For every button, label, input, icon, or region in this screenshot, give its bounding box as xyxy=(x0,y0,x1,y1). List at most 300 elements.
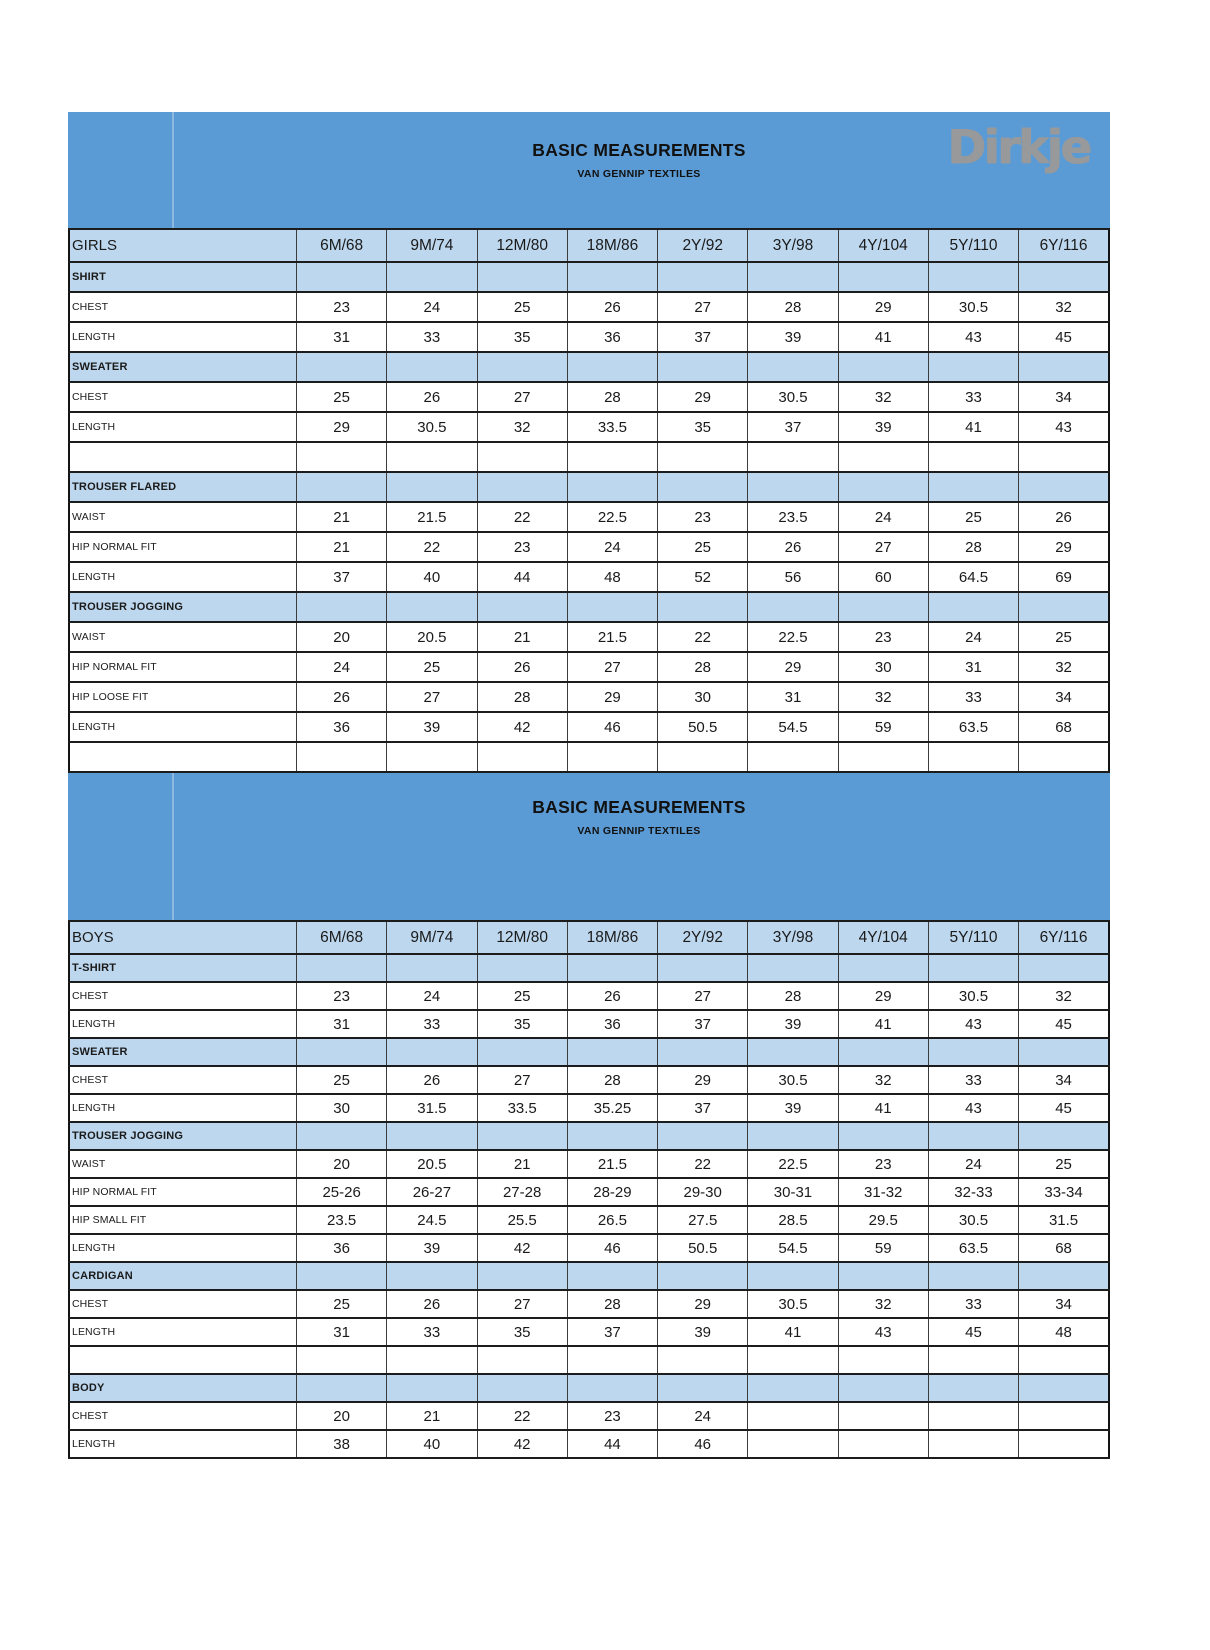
measurement-cell: 29 xyxy=(748,652,838,682)
measurement-cell: 29 xyxy=(658,1290,748,1318)
section-label: T-SHIRT xyxy=(69,954,297,982)
measurement-cell: 68 xyxy=(1019,712,1109,742)
measurement-cell: 25 xyxy=(387,652,477,682)
measurement-row xyxy=(69,622,1109,652)
section-cell xyxy=(1019,352,1109,382)
measurement-cell: 27 xyxy=(477,382,567,412)
measurement-cell: 43 xyxy=(928,1010,1018,1038)
section-cell xyxy=(748,1262,838,1290)
row-label: LENGTH xyxy=(69,1318,297,1346)
empty-cell xyxy=(69,442,297,472)
measurement-cell: 44 xyxy=(567,1430,657,1458)
measurement-cell: 41 xyxy=(748,1318,838,1346)
measurement-cell: 27 xyxy=(567,652,657,682)
row-label: CHEST xyxy=(69,1066,297,1094)
measurement-cell: 27 xyxy=(838,532,928,562)
measurement-cell: 64.5 xyxy=(928,562,1018,592)
section-row xyxy=(69,262,1109,292)
measurement-cell: 30.5 xyxy=(748,1066,838,1094)
measurement-cell: 28 xyxy=(567,1066,657,1094)
measurement-cell: 32 xyxy=(838,1066,928,1094)
section-cell xyxy=(387,352,477,382)
row-label: LENGTH xyxy=(69,1234,297,1262)
measurement-cell: 59 xyxy=(838,1234,928,1262)
measurement-row xyxy=(69,1290,1109,1318)
section-cell xyxy=(658,352,748,382)
measurement-cell: 25 xyxy=(658,532,748,562)
section-cell xyxy=(1019,262,1109,292)
size-column-header: 5Y/110 xyxy=(928,921,1018,954)
measurement-cell: 21.5 xyxy=(567,622,657,652)
boys-size-table xyxy=(68,920,1110,1459)
empty-cell xyxy=(658,442,748,472)
measurement-cell: 46 xyxy=(567,1234,657,1262)
section-cell xyxy=(838,352,928,382)
empty-cell xyxy=(838,1346,928,1374)
measurement-cell: 42 xyxy=(477,712,567,742)
section-row xyxy=(69,1122,1109,1150)
measurement-cell: 43 xyxy=(928,1094,1018,1122)
measurement-cell: 20.5 xyxy=(387,1150,477,1178)
measurement-cell: 39 xyxy=(387,712,477,742)
row-label: HIP NORMAL FIT xyxy=(69,532,297,562)
row-label: LENGTH xyxy=(69,562,297,592)
measurement-cell: 32 xyxy=(1019,982,1109,1010)
measurement-cell: 27 xyxy=(477,1066,567,1094)
size-column-header: 2Y/92 xyxy=(658,921,748,954)
measurement-cell: 25 xyxy=(1019,1150,1109,1178)
measurement-row xyxy=(69,712,1109,742)
measurement-cell xyxy=(838,1402,928,1430)
section-cell xyxy=(1019,954,1109,982)
measurement-cell: 38 xyxy=(297,1430,387,1458)
measurement-row xyxy=(69,1430,1109,1458)
section-label: TROUSER JOGGING xyxy=(69,592,297,622)
measurement-cell: 46 xyxy=(567,712,657,742)
measurement-cell: 43 xyxy=(838,1318,928,1346)
measurement-cell: 41 xyxy=(928,412,1018,442)
section-cell xyxy=(838,1374,928,1402)
measurement-cell: 33 xyxy=(928,382,1018,412)
measurement-cell: 22.5 xyxy=(748,1150,838,1178)
banner-subtitle: VAN GENNIP TEXTILES xyxy=(577,168,701,180)
size-column-header: 3Y/98 xyxy=(748,921,838,954)
measurement-cell: 23 xyxy=(567,1402,657,1430)
measurement-cell: 29.5 xyxy=(838,1206,928,1234)
measurement-cell: 25 xyxy=(297,382,387,412)
section-row xyxy=(69,352,1109,382)
measurement-cell: 24 xyxy=(387,292,477,322)
section-cell xyxy=(658,1038,748,1066)
section-cell xyxy=(658,954,748,982)
measurement-cell: 45 xyxy=(1019,1094,1109,1122)
row-label: CHEST xyxy=(69,1402,297,1430)
empty-cell xyxy=(477,742,567,772)
section-cell xyxy=(567,592,657,622)
empty-cell xyxy=(928,442,1018,472)
section-cell xyxy=(1019,1038,1109,1066)
section-label: TROUSER FLARED xyxy=(69,472,297,502)
measurement-cell: 26 xyxy=(387,1290,477,1318)
measurement-cell: 60 xyxy=(838,562,928,592)
empty-cell xyxy=(748,442,838,472)
section-cell xyxy=(297,262,387,292)
measurement-cell: 26 xyxy=(477,652,567,682)
measurement-cell: 37 xyxy=(297,562,387,592)
section-cell xyxy=(387,954,477,982)
size-column-header: 3Y/98 xyxy=(748,229,838,262)
sheet-content xyxy=(68,112,1110,1459)
measurement-cell: 40 xyxy=(387,562,477,592)
measurement-cell: 21.5 xyxy=(567,1150,657,1178)
empty-cell xyxy=(567,442,657,472)
measurement-row xyxy=(69,1402,1109,1430)
size-column-header: 6M/68 xyxy=(297,229,387,262)
measurement-cell: 27 xyxy=(658,292,748,322)
girls-size-table xyxy=(68,228,1110,773)
measurement-cell: 22.5 xyxy=(567,502,657,532)
measurement-cell: 26 xyxy=(567,982,657,1010)
empty-cell xyxy=(838,442,928,472)
section-cell xyxy=(567,954,657,982)
measurement-cell: 25 xyxy=(928,502,1018,532)
empty-cell xyxy=(1019,1346,1109,1374)
measurement-cell: 31 xyxy=(748,682,838,712)
size-column-header: 18M/86 xyxy=(567,921,657,954)
section-cell xyxy=(477,1122,567,1150)
measurement-cell: 48 xyxy=(567,562,657,592)
measurement-cell: 36 xyxy=(297,712,387,742)
section-cell xyxy=(928,1122,1018,1150)
section-cell xyxy=(297,592,387,622)
section-cell xyxy=(297,1122,387,1150)
empty-cell xyxy=(297,742,387,772)
measurement-cell: 23 xyxy=(297,292,387,322)
empty-cell xyxy=(387,742,477,772)
measurement-cell: 63.5 xyxy=(928,1234,1018,1262)
row-label: CHEST xyxy=(69,382,297,412)
measurement-row xyxy=(69,382,1109,412)
section-label: BODY xyxy=(69,1374,297,1402)
measurement-row xyxy=(69,1318,1109,1346)
measurement-cell: 22 xyxy=(658,622,748,652)
section-cell xyxy=(477,1038,567,1066)
measurement-cell: 31 xyxy=(297,1318,387,1346)
section-cell xyxy=(297,352,387,382)
measurement-cell: 26 xyxy=(387,382,477,412)
section-cell xyxy=(567,352,657,382)
row-label: WAIST xyxy=(69,1150,297,1178)
measurement-cell: 26 xyxy=(387,1066,477,1094)
measurement-cell: 20 xyxy=(297,1150,387,1178)
measurement-cell: 30 xyxy=(658,682,748,712)
row-label: CHEST xyxy=(69,292,297,322)
measurement-cell: 32 xyxy=(1019,292,1109,322)
row-label: LENGTH xyxy=(69,322,297,352)
section-cell xyxy=(838,954,928,982)
measurement-cell: 34 xyxy=(1019,682,1109,712)
section-row xyxy=(69,1038,1109,1066)
measurement-cell: 28-29 xyxy=(567,1178,657,1206)
dirkje-logo: Dirkje xyxy=(947,120,1090,174)
row-label: CHEST xyxy=(69,982,297,1010)
measurement-cell: 54.5 xyxy=(748,1234,838,1262)
measurement-cell: 30.5 xyxy=(928,292,1018,322)
measurement-cell: 39 xyxy=(748,1010,838,1038)
measurement-cell: 34 xyxy=(1019,382,1109,412)
measurement-cell: 37 xyxy=(658,1094,748,1122)
measurement-row xyxy=(69,562,1109,592)
section-cell xyxy=(567,262,657,292)
measurement-cell: 32 xyxy=(838,382,928,412)
section-cell xyxy=(838,1122,928,1150)
section-cell xyxy=(928,592,1018,622)
table-group-label: BOYS xyxy=(69,921,297,954)
measurement-cell: 24 xyxy=(567,532,657,562)
row-label: LENGTH xyxy=(69,1010,297,1038)
size-column-header: 5Y/110 xyxy=(928,229,1018,262)
measurement-cell: 41 xyxy=(838,1010,928,1038)
measurement-cell: 30 xyxy=(297,1094,387,1122)
empty-cell xyxy=(748,1346,838,1374)
size-column-header: 9M/74 xyxy=(387,921,477,954)
measurement-row xyxy=(69,1066,1109,1094)
measurement-cell: 59 xyxy=(838,712,928,742)
empty-cell xyxy=(567,742,657,772)
measurement-row xyxy=(69,682,1109,712)
section-cell xyxy=(387,1122,477,1150)
measurement-cell: 52 xyxy=(658,562,748,592)
measurement-cell: 33.5 xyxy=(477,1094,567,1122)
measurement-cell: 28 xyxy=(477,682,567,712)
section-cell xyxy=(928,1262,1018,1290)
empty-cell xyxy=(838,742,928,772)
size-column-header: 9M/74 xyxy=(387,229,477,262)
measurement-row xyxy=(69,982,1109,1010)
section-cell xyxy=(297,1038,387,1066)
measurement-row xyxy=(69,1206,1109,1234)
measurement-cell: 37 xyxy=(748,412,838,442)
section-cell xyxy=(387,1038,477,1066)
measurement-cell: 22 xyxy=(658,1150,748,1178)
measurement-cell xyxy=(748,1402,838,1430)
measurement-cell: 25 xyxy=(477,982,567,1010)
measurement-cell: 32 xyxy=(477,412,567,442)
measurement-cell: 28 xyxy=(567,1290,657,1318)
measurement-cell: 31-32 xyxy=(838,1178,928,1206)
measurement-cell: 41 xyxy=(838,322,928,352)
size-column-header: 6Y/116 xyxy=(1019,229,1109,262)
measurement-cell: 29 xyxy=(658,382,748,412)
measurement-cell: 28 xyxy=(567,382,657,412)
measurement-cell: 39 xyxy=(838,412,928,442)
section-cell xyxy=(748,592,838,622)
measurement-cell: 33.5 xyxy=(567,412,657,442)
empty-cell xyxy=(297,442,387,472)
section-cell xyxy=(387,1262,477,1290)
empty-cell xyxy=(567,1346,657,1374)
empty-cell xyxy=(658,742,748,772)
row-label: LENGTH xyxy=(69,712,297,742)
measurement-row xyxy=(69,412,1109,442)
measurement-cell: 45 xyxy=(928,1318,1018,1346)
measurement-cell: 28 xyxy=(658,652,748,682)
size-column-header: 6Y/116 xyxy=(1019,921,1109,954)
measurement-cell: 26 xyxy=(1019,502,1109,532)
empty-cell xyxy=(748,742,838,772)
section-cell xyxy=(658,1374,748,1402)
section-cell xyxy=(658,1262,748,1290)
measurement-cell xyxy=(838,1430,928,1458)
measurement-row xyxy=(69,1010,1109,1038)
section-cell xyxy=(838,1262,928,1290)
section-cell xyxy=(477,352,567,382)
size-column-header: 12M/80 xyxy=(477,229,567,262)
measurement-cell: 30 xyxy=(838,652,928,682)
measurement-cell: 33 xyxy=(928,682,1018,712)
measurement-cell: 35.25 xyxy=(567,1094,657,1122)
measurement-cell: 23.5 xyxy=(748,502,838,532)
measurement-cell: 30-31 xyxy=(748,1178,838,1206)
measurement-cell: 24 xyxy=(928,1150,1018,1178)
row-label: LENGTH xyxy=(69,412,297,442)
measurement-cell: 34 xyxy=(1019,1066,1109,1094)
section-row xyxy=(69,1374,1109,1402)
measurement-cell xyxy=(1019,1402,1109,1430)
size-column-header: 2Y/92 xyxy=(658,229,748,262)
measurement-cell: 30.5 xyxy=(928,1206,1018,1234)
spacer-row xyxy=(69,1346,1109,1374)
measurement-cell: 29 xyxy=(838,292,928,322)
section-cell xyxy=(748,262,838,292)
section-cell xyxy=(477,1262,567,1290)
measurement-cell: 25 xyxy=(297,1290,387,1318)
empty-cell xyxy=(297,1346,387,1374)
measurement-cell: 29-30 xyxy=(658,1178,748,1206)
measurement-cell: 23 xyxy=(477,532,567,562)
measurement-cell: 31 xyxy=(928,652,1018,682)
size-column-header: 12M/80 xyxy=(477,921,567,954)
measurement-cell: 50.5 xyxy=(658,1234,748,1262)
section-cell xyxy=(748,1122,838,1150)
section-cell xyxy=(567,1038,657,1066)
measurement-cell: 33 xyxy=(928,1066,1018,1094)
section-row xyxy=(69,1262,1109,1290)
measurement-cell: 26 xyxy=(567,292,657,322)
measurement-cell: 27 xyxy=(477,1290,567,1318)
measurement-cell: 31 xyxy=(297,1010,387,1038)
measurement-cell: 30.5 xyxy=(748,382,838,412)
measurement-row xyxy=(69,322,1109,352)
measurement-cell: 37 xyxy=(658,322,748,352)
measurement-cell: 22 xyxy=(477,502,567,532)
measurement-cell: 42 xyxy=(477,1430,567,1458)
section-label: TROUSER JOGGING xyxy=(69,1122,297,1150)
section-cell xyxy=(387,1374,477,1402)
row-label: HIP NORMAL FIT xyxy=(69,652,297,682)
spacer-row xyxy=(69,442,1109,472)
measurement-cell: 20 xyxy=(297,1402,387,1430)
measurement-cell: 30.5 xyxy=(928,982,1018,1010)
measurement-row xyxy=(69,532,1109,562)
section-label: SWEATER xyxy=(69,352,297,382)
size-column-header: 6M/68 xyxy=(297,921,387,954)
measurement-cell: 45 xyxy=(1019,322,1109,352)
measurement-cell: 29 xyxy=(1019,532,1109,562)
measurement-cell: 32-33 xyxy=(928,1178,1018,1206)
measurement-cell: 23 xyxy=(297,982,387,1010)
measurement-cell: 37 xyxy=(658,1010,748,1038)
measurement-cell: 33 xyxy=(387,1010,477,1038)
measurement-cell: 23.5 xyxy=(297,1206,387,1234)
measurement-cell: 25 xyxy=(477,292,567,322)
row-label: HIP LOOSE FIT xyxy=(69,682,297,712)
measurement-cell: 26-27 xyxy=(387,1178,477,1206)
measurement-cell: 21 xyxy=(477,622,567,652)
measurement-cell: 25.5 xyxy=(477,1206,567,1234)
section-cell xyxy=(658,592,748,622)
table-header-row xyxy=(69,921,1109,954)
size-column-header: 4Y/104 xyxy=(838,921,928,954)
empty-cell xyxy=(69,1346,297,1374)
section-cell xyxy=(928,1038,1018,1066)
measurement-cell: 25 xyxy=(297,1066,387,1094)
measurement-cell: 37 xyxy=(567,1318,657,1346)
measurement-cell: 33 xyxy=(928,1290,1018,1318)
boys-block xyxy=(68,773,1110,1459)
section-cell xyxy=(838,592,928,622)
measurement-cell: 24 xyxy=(928,622,1018,652)
banner-title: BASIC MEASUREMENTS xyxy=(532,140,746,160)
measurement-row xyxy=(69,502,1109,532)
spacer-row xyxy=(69,742,1109,772)
empty-cell xyxy=(928,742,1018,772)
measurement-cell: 31.5 xyxy=(387,1094,477,1122)
measurement-cell: 20 xyxy=(297,622,387,652)
measurement-cell: 43 xyxy=(928,322,1018,352)
row-label: CHEST xyxy=(69,1290,297,1318)
measurement-cell: 24.5 xyxy=(387,1206,477,1234)
section-cell xyxy=(838,1038,928,1066)
measurement-cell: 24 xyxy=(838,502,928,532)
measurement-cell: 29 xyxy=(838,982,928,1010)
section-cell xyxy=(477,954,567,982)
section-cell xyxy=(567,1122,657,1150)
empty-cell xyxy=(1019,442,1109,472)
empty-cell xyxy=(928,1346,1018,1374)
measurement-cell: 23 xyxy=(658,502,748,532)
measurement-cell: 31 xyxy=(297,322,387,352)
size-column-header: 4Y/104 xyxy=(838,229,928,262)
measurement-cell: 33 xyxy=(387,1318,477,1346)
table-group-label: GIRLS xyxy=(69,229,297,262)
measurement-cell: 21 xyxy=(297,502,387,532)
section-cell xyxy=(387,262,477,292)
row-label: LENGTH xyxy=(69,1430,297,1458)
measurement-cell: 29 xyxy=(658,1066,748,1094)
section-cell xyxy=(297,954,387,982)
measurement-cell: 36 xyxy=(297,1234,387,1262)
girls-banner xyxy=(68,112,1110,228)
measurement-cell: 29 xyxy=(297,412,387,442)
row-label: WAIST xyxy=(69,502,297,532)
measurement-cell: 27-28 xyxy=(477,1178,567,1206)
empty-cell xyxy=(477,1346,567,1374)
section-cell xyxy=(748,472,838,502)
section-cell xyxy=(658,262,748,292)
section-cell xyxy=(387,592,477,622)
measurement-cell: 39 xyxy=(387,1234,477,1262)
